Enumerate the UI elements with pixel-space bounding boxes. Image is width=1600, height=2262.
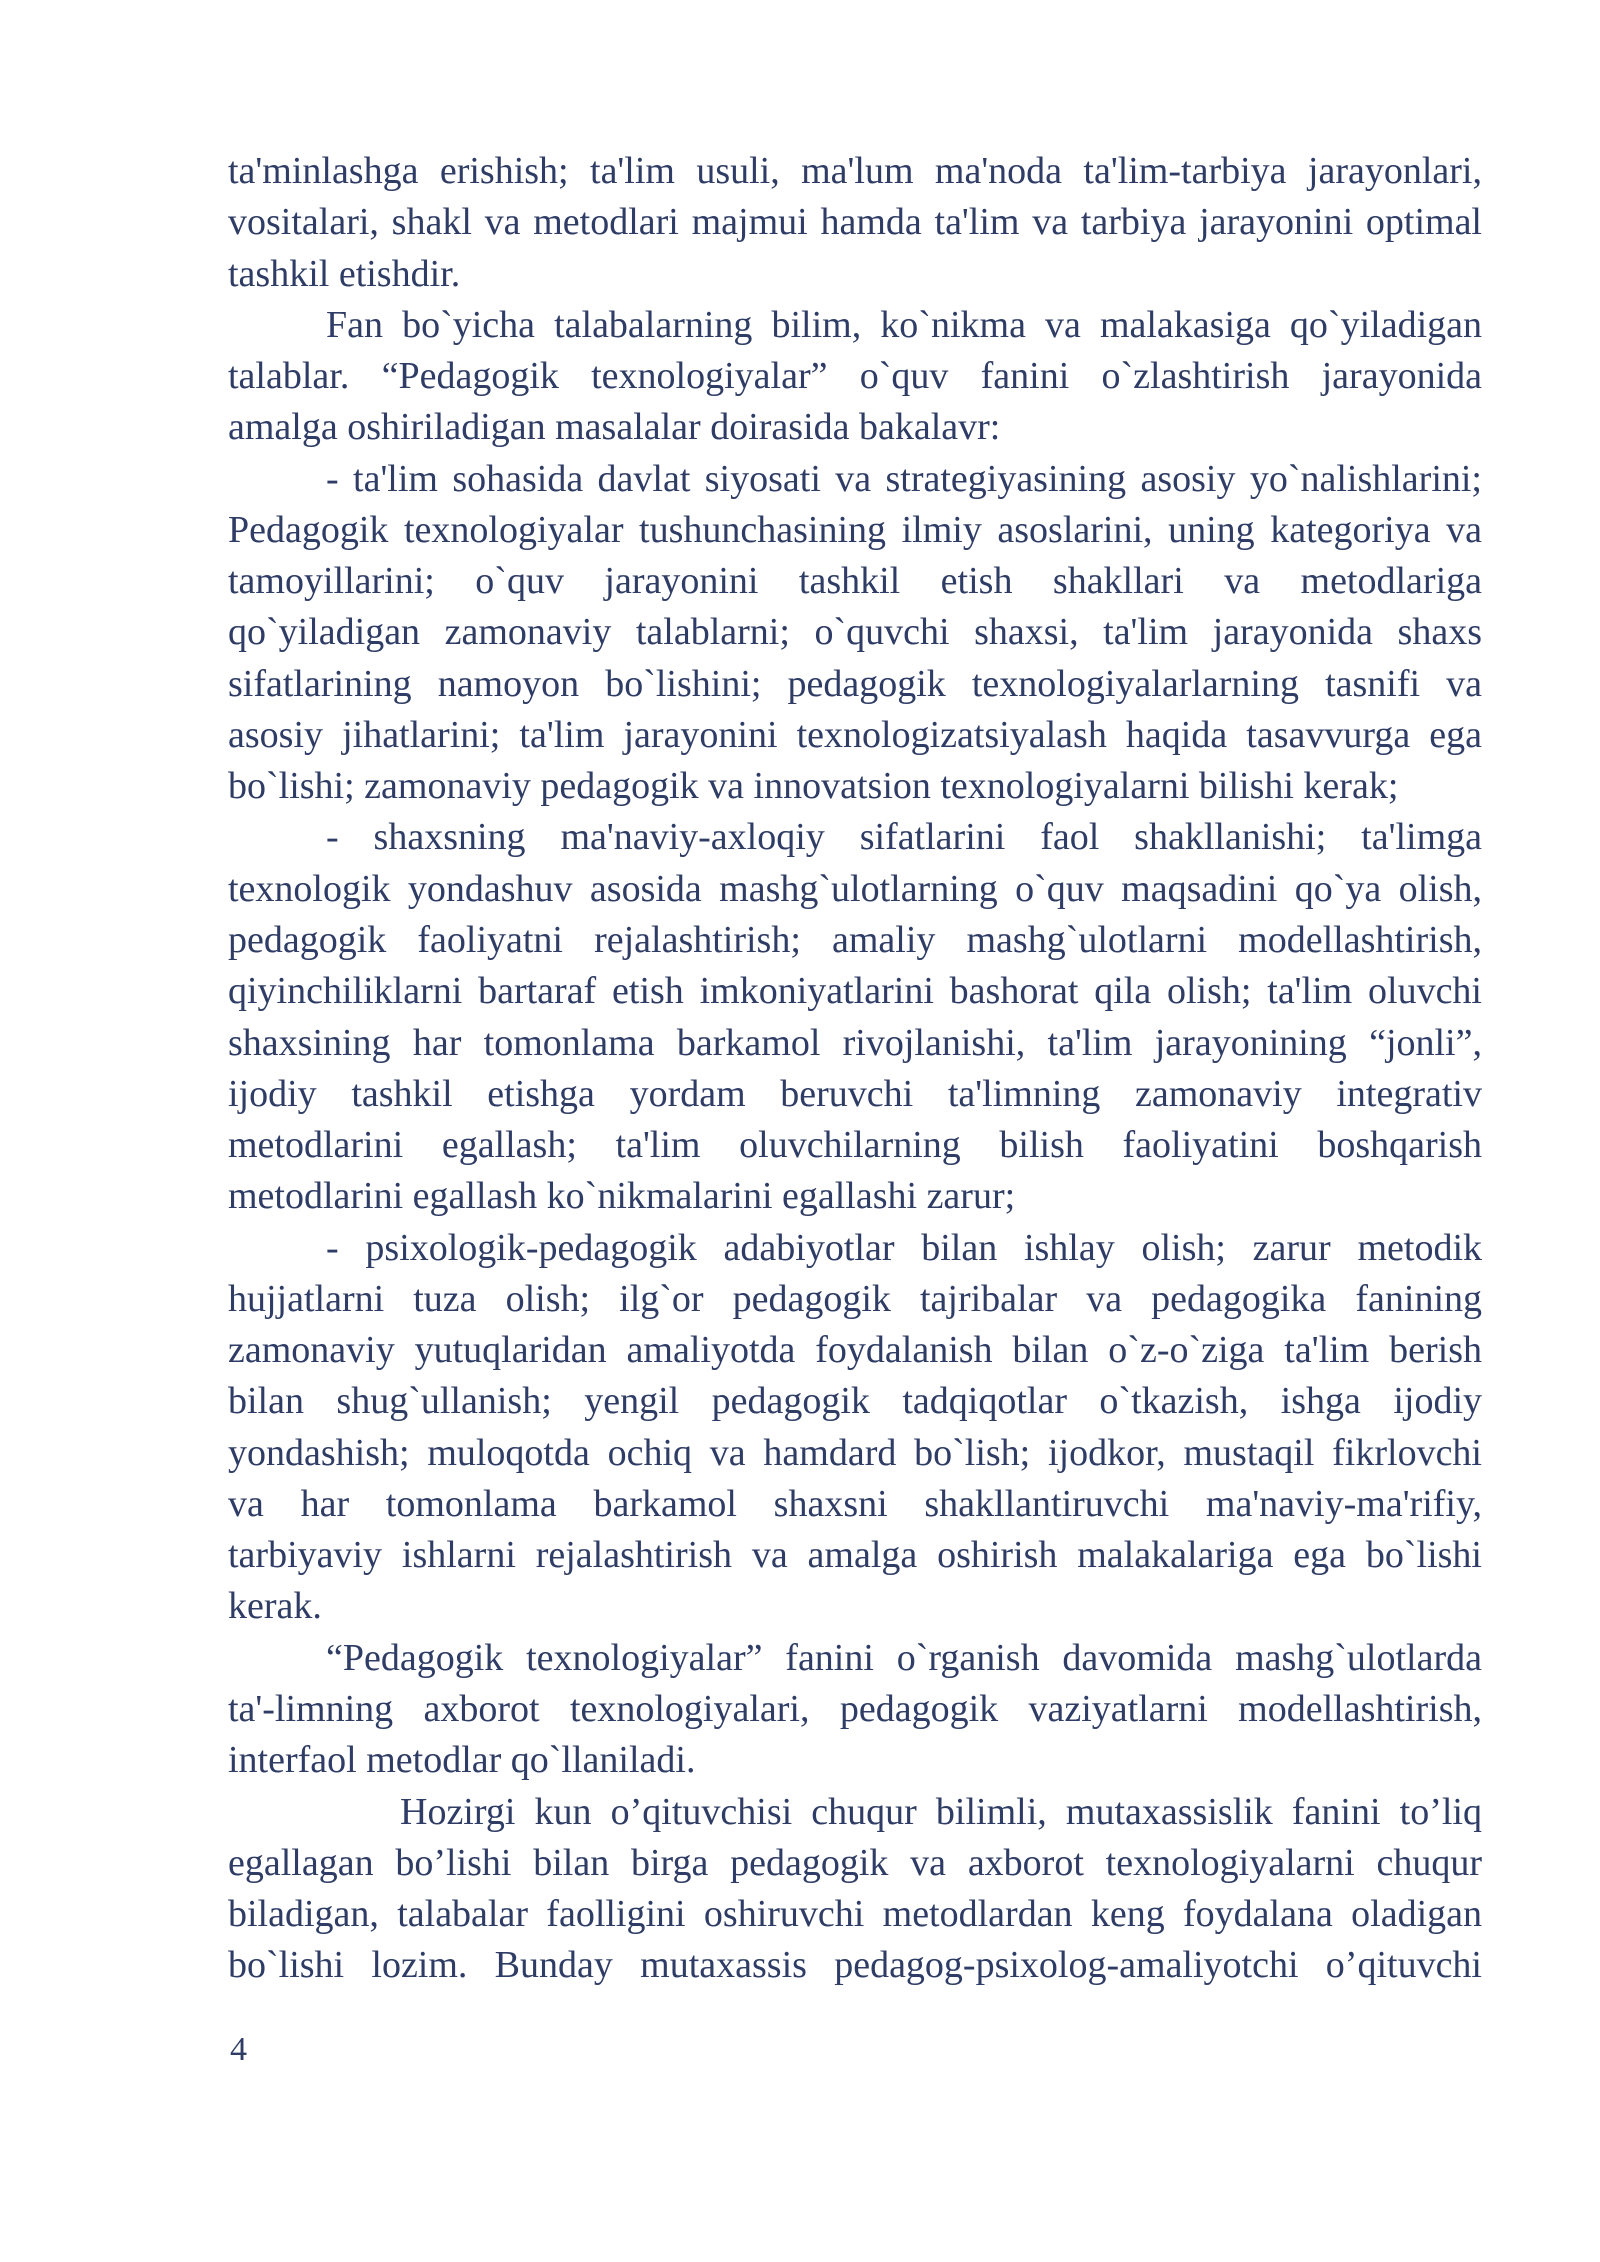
text-line: shaxsining har tomonlama barkamol rivojlanishi, ta'lim jarayonining “jonli”, (228, 1021, 1482, 1064)
text-line: ta'minlashga erishish; ta'lim usuli, ma'lum ma'noda ta'lim-tarbiya jarayonlari, (228, 150, 1482, 192)
text-line: qiyinchiliklarni bartaraf etish imkoniyatlarini bashorat qila olish; ta'lim oluvchi (228, 970, 1482, 1013)
text-line: pedagogik faoliyatni rejalashtirish; amaliy mashg`ulotlarni modellashtirish, (228, 918, 1482, 961)
text-line: tarbiyaviy ishlarni rejalashtirish va amalga oshirish malakalariga ega bo`lishi (228, 1534, 1482, 1577)
text-line: metodlarini egallash ko`nikmalarini egallashi zarur; (228, 1175, 1016, 1218)
text-line: Pedagogik texnologiyalar tushunchasining ilmiy asoslarini, uning kategoriya va (228, 508, 1482, 551)
text-line: zamonaviy yutuqlaridan amaliyotda foydalanish bilan o`z-o`ziga ta'lim berish (228, 1329, 1482, 1372)
paragraph (228, 300, 1482, 454)
paragraph (228, 146, 1482, 300)
text-line: hujjatlarni tuza olish; ilg`or pedagogik tajribalar va pedagogika fanining (228, 1277, 1482, 1320)
text-line: texnologik yondashuv asosida mashg`ulotlarning o`quv maqsadini qo`ya olish, (228, 867, 1482, 910)
text-line: kerak. (228, 1585, 322, 1628)
text-line: sifatlarining namoyon bo`lishini; pedagogik texnologiyalarlarning tasnifi va (228, 662, 1482, 705)
text-line: “Pedagogik texnologiyalar” fanini o`rganish davomida mashg`ulotlarda (326, 1636, 1482, 1679)
text-line: - shaxsning ma'naviy-axloqiy sifatlarini faol shakllanishi; ta'limga (326, 816, 1482, 859)
text-line: Fan bo`yicha talabalarning bilim, ko`nikma va malakasiga qo`yiladigan (326, 303, 1482, 346)
text-line: - psixologik-pedagogik adabiyotlar bilan ishlay olish; zarur metodik (326, 1226, 1482, 1269)
text-line: tashkil etishdir. (228, 252, 461, 295)
text-line: egallagan bo’lishi bilan birga pedagogik va axborot texnologiyalarni chuqur (228, 1841, 1482, 1884)
text-line: bo`lishi; zamonaviy pedagogik va innovatsion texnologiyalarni bilishi kerak; (228, 765, 1399, 808)
text-line: ijodiy tashkil etishga yordam beruvchi ta'limning zamonaviy integrativ (228, 1072, 1482, 1115)
paragraph (228, 1223, 1482, 1633)
text-line: vositalari, shakl va metodlari majmui hamda ta'lim va tarbiya jarayonini optimal (228, 201, 1482, 244)
paragraph (228, 1633, 1482, 1787)
text-line: qo`yiladigan zamonaviy talablarni; o`quvchi shaxsi, ta'lim jarayonida shaxs (228, 611, 1482, 654)
text-line: metodlarini egallash; ta'lim oluvchilarning bilish faoliyatini boshqarish (228, 1124, 1482, 1167)
page-number: 4 (230, 2031, 247, 2068)
text-line: amalga oshiriladigan masalalar doirasida bakalavr: (228, 406, 1001, 449)
text-line: biladigan, talabalar faolligini oshiruvchi metodlardan keng foydalana oladigan (228, 1893, 1482, 1936)
text-line: asosiy jihatlarini; ta'lim jarayonini texnologizatsiyalash haqida tasavvurga ega (228, 713, 1482, 756)
text-line: yondashish; muloqotda ochiq va hamdard bo`lish; ijodkor, mustaqil fikrlovchi (228, 1431, 1482, 1474)
text-line: bo`lishi lozim. Bunday mutaxassis pedagog-psixolog-amaliyotchi o’qituvchi (228, 1944, 1482, 1987)
text-line: va har tomonlama barkamol shaxsni shakllantiruvchi ma'naviy-ma'rifiy, (228, 1482, 1482, 1525)
text-line: interfaol metodlar qo`llaniladi. (228, 1739, 696, 1782)
text-line: ta'-limning axborot texnologiyalari, pedagogik vaziyatlarni modellashtirish, (228, 1687, 1482, 1730)
text-line: Hozirgi kun o’qituvchisi chuqur bilimli, mutaxassislik fanini to’liq (400, 1790, 1482, 1833)
paragraph (228, 1787, 1482, 1992)
text-line: talablar. “Pedagogik texnologiyalar” o`quv fanini o`zlashtirish jarayonida (228, 355, 1482, 398)
body-text (228, 146, 1482, 1992)
paragraph (228, 454, 1482, 813)
text-line: bilan shug`ullanish; yengil pedagogik tadqiqotlar o`tkazish, ishga ijodiy (228, 1380, 1482, 1423)
paragraph (228, 812, 1482, 1222)
text-line: - ta'lim sohasida davlat siyosati va strategiyasining asosiy yo`nalishlarini; (326, 457, 1482, 500)
text-line: tamoyillarini; o`quv jarayonini tashkil etish shakllari va metodlariga (228, 560, 1482, 603)
